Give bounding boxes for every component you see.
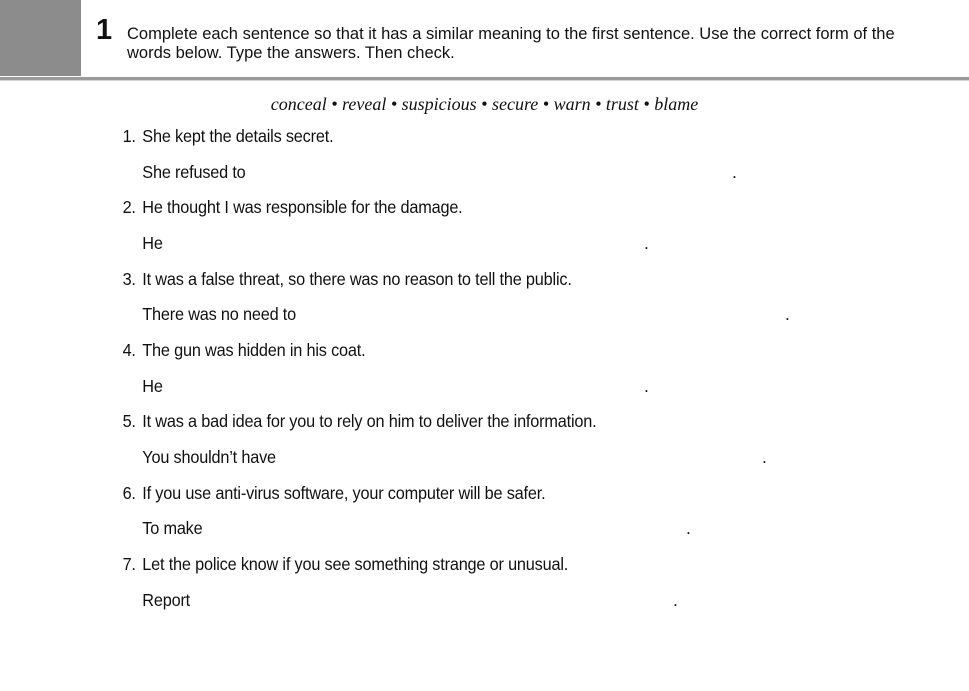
question-6-stem: To make — [142, 518, 203, 538]
question-4-answer-input[interactable] — [180, 375, 638, 397]
word-bank: conceal • reveal • suspicious • secure • warn • trust • blame — [270, 94, 699, 114]
header-color-block — [0, 0, 81, 76]
question-7-number: 7. — [122, 554, 136, 574]
question-7-answer-input[interactable] — [212, 589, 667, 611]
question-7-stem: Report — [142, 590, 191, 610]
question-5-number: 5. — [122, 411, 136, 431]
question-6-number: 6. — [122, 483, 136, 503]
exercise-number: 1 — [96, 14, 113, 46]
question-2-original: He thought I was responsible for the damage. — [142, 197, 463, 217]
question-3-period: . — [785, 304, 790, 324]
question-1-period: . — [732, 162, 737, 182]
question-3-number: 3. — [122, 269, 136, 289]
question-2-number: 2. — [122, 197, 136, 217]
question-1-answer-input[interactable] — [270, 161, 725, 183]
question-3-stem: There was no need to — [142, 304, 297, 324]
question-4-period: . — [644, 376, 649, 396]
header-divider-shadow — [0, 80, 969, 81]
question-2-answer-input[interactable] — [180, 232, 638, 254]
question-2-stem: He — [142, 233, 163, 253]
question-5-stem: You shouldn’t have — [142, 447, 276, 467]
question-5-answer-input[interactable] — [302, 446, 756, 468]
question-5-original: It was a bad idea for you to rely on him to deliver the information. — [142, 411, 597, 431]
question-1-original: She kept the details secret. — [142, 126, 334, 146]
question-5-period: . — [762, 447, 767, 467]
question-4-stem: He — [142, 376, 163, 396]
question-1-stem: She refused to — [142, 162, 246, 182]
question-3-answer-input[interactable] — [325, 303, 779, 325]
question-6-period: . — [686, 518, 691, 538]
question-7-period: . — [673, 590, 678, 610]
question-4-original: The gun was hidden in his coat. — [142, 340, 366, 360]
question-3-original: It was a false threat, so there was no reason to tell the public. — [142, 269, 572, 289]
question-6-answer-input[interactable] — [224, 517, 680, 539]
question-2-period: . — [644, 233, 649, 253]
question-6-original: If you use anti-virus software, your computer will be safer. — [142, 483, 546, 503]
question-7-original: Let the police know if you see something strange or unusual. — [142, 554, 569, 574]
instructions-text: Complete each sentence so that it has a similar meaning to the first sentence. Use the correct form of the words below. Type the answers. Then check. — [127, 25, 895, 62]
question-1-number: 1. — [122, 126, 136, 146]
question-4-number: 4. — [122, 340, 136, 360]
